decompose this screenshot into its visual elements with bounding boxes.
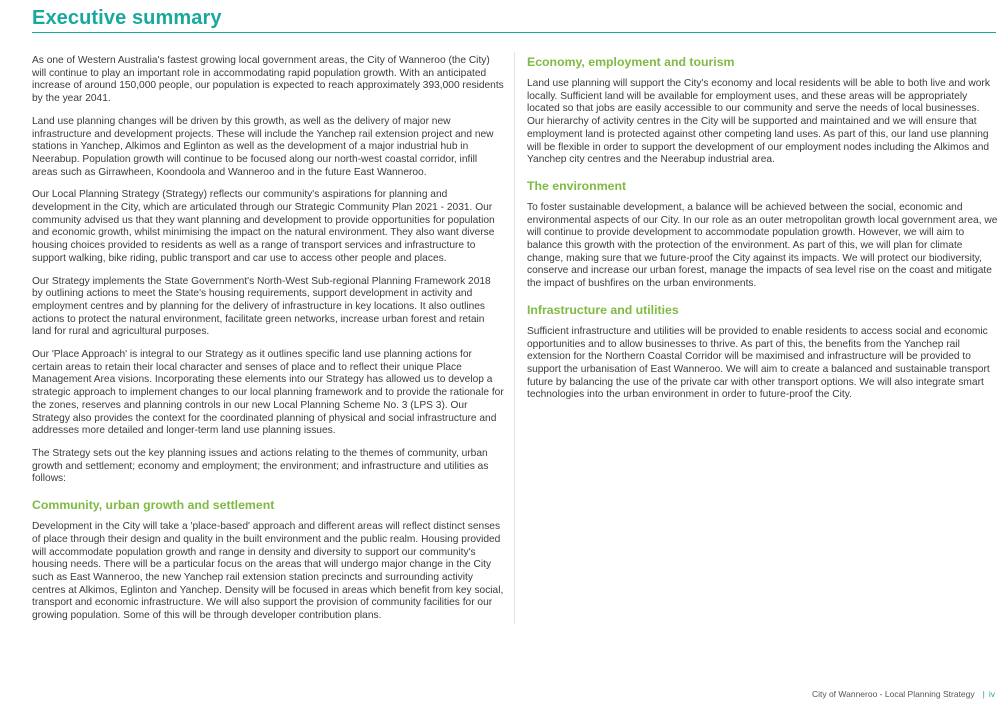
page-title: Executive summary bbox=[32, 7, 222, 29]
intro-paragraph-place-approach: Our 'Place Approach' is integral to our Strategy as it outlines specific land use planning actions for certain areas to retain their local character and senses of place and to reflect their unique Place Management Area visions. Incorporating these elements into our Strategy has allowed us to develop a strategic approach to implement changes to our local planning framework and to provide the rationale for the zones, reserves and planning controls in our new Local Planning Scheme No. 3 (LPS 3). Our Strategy also provides the context for the coordinated planning of physical and social infrastructure and addresses more detailed and longer-term land use planning issues. bbox=[32, 349, 504, 437]
section-heading-community: Community, urban growth and settlement bbox=[32, 498, 275, 513]
intro-paragraph-population: As one of Western Australia's fastest growing local government areas, the City of Wanneroo (the City) will continue to play an important role in accommodating rapid population growth. With an anticipated increase of around 150,000 people, our population is expected to reach approximately 393,000 residents by the year 2041. bbox=[32, 55, 504, 105]
intro-paragraph-themes: The Strategy sets out the key planning issues and actions relating to the themes of community, urban growth and settlement; economy and employment; the environment; and infrastructure and utilities as follows: bbox=[32, 447, 489, 485]
section-heading-infrastructure: Infrastructure and utilities bbox=[527, 302, 679, 317]
footer-separator: | bbox=[982, 689, 985, 699]
left-column bbox=[32, 55, 504, 633]
section-heading-economy: Economy, employment and tourism bbox=[527, 55, 735, 69]
footer-document-title: City of Wanneroo - Local Planning Strategy bbox=[811, 689, 975, 699]
column-divider bbox=[514, 52, 515, 624]
intro-paragraph-strategy: Our Local Planning Strategy (Strategy) reflects our community's aspirations for planning and development in the City, which are articulated through our Strategic Community Plan 2021 - 2031. Our community advised us that they want planning and development to provide opportunities for population and economic growth, whilst minimising the impact on the natural environment. They also want diverse housing choices provided to residents as well as a range of transport services and infrastructure to support walking, bike riding, public transport and car use to access other people and places. bbox=[32, 189, 495, 264]
section-text-community: Development in the City will take a 'place-based' approach and different areas will reflect distinct senses of place through their design and quality in the built environment and the public realm. Housing provided will accommodate population growth and range in density and diversity to support our community's housing needs. There will be a particular focus on the areas that will undergo major change in the City such as East Wanneroo, the new Yanchep rail extension station precincts and surrounding activity centres at Alkimos, Eglinton and Yanchep. Density will be focused in areas which benefit from key social, transport and economic infrastructure. We will also support the provision of community facilities for our growing population. Some of this will be through developer contribution plans. bbox=[32, 521, 504, 622]
right-column bbox=[527, 55, 999, 412]
section-text-economy: Land use planning will support the City's economy and local residents will be able to both live and work locally. Sufficient land will be available for employment uses, and these areas will be appropriately located so that jobs are easily accessible to our community and serve the needs of local businesses. Our hierarchy of activity centres in the City will be supported and maintained and we will ensure that employment land is protected against other competing land uses. As part of this, our land use planning will be flexible in order to support the development of our employment nodes including the Alkimos and Yanchep city centres and the Neerabup industrial area. bbox=[527, 78, 990, 166]
section-heading-environment: The environment bbox=[527, 178, 627, 193]
page-footer bbox=[812, 689, 995, 699]
section-text-infrastructure: Sufficient infrastructure and utilities will be provided to enable residents to access social and economic opportunities and to allow businesses to thrive. As part of this, the benefits from the Yanchep rail extension for the Northern Coastal Corridor will be maximised and infrastructure will be provided to support the urbanisation of East Wanneroo. We will aim to create a balanced and sustainable transport future by balancing the use of the private car with other transport options. We will also integrate smart technologies into the urban environment in order to future-proof the City. bbox=[527, 325, 990, 401]
section-text-environment: To foster sustainable development, a balance will be achieved between the social, economic and environmental aspects of our City. In our role as an outer metropolitan growth local government area, we will continue to provide development to accommodate population growth. However, we will aim to balance this growth with the protection of the environment. As part of this, we will plan for climate change, making sure that we future-proof the City against its impacts. We will protect our biodiversity, conserve and increase our urban forest, manage the impacts of sea level rise on the coast and mitigate the impact of bushfires on the urban environments. bbox=[527, 201, 998, 290]
title-underline bbox=[32, 32, 996, 33]
intro-paragraph-infrastructure: Land use planning changes will be driven by this growth, as well as the delivery of major new infrastructure and development projects. These will include the Yanchep rail extension project and new stations in Yanchep, Alkimos and Eglinton as well as the development of a major industrial hub in Neerabup. Population growth will continue to be focused along our north-west coastal corridor, infill areas such as Girrawheen, Koondoola and Wanneroo and in the future East Wanneroo. bbox=[32, 115, 494, 178]
footer-page-number: iv bbox=[988, 689, 995, 699]
intro-paragraph-framework: Our Strategy implements the State Government's North-West Sub-regional Planning Framework 2018 by outlining actions to meet the State's housing requirements, support development in activity and employment centres and by planning for the delivery of infrastructure in key locations. It also outlines actions to protect the natural environment, facilitate green networks, increase urban forest and retain land for rural and agricultural purposes. bbox=[32, 275, 491, 338]
